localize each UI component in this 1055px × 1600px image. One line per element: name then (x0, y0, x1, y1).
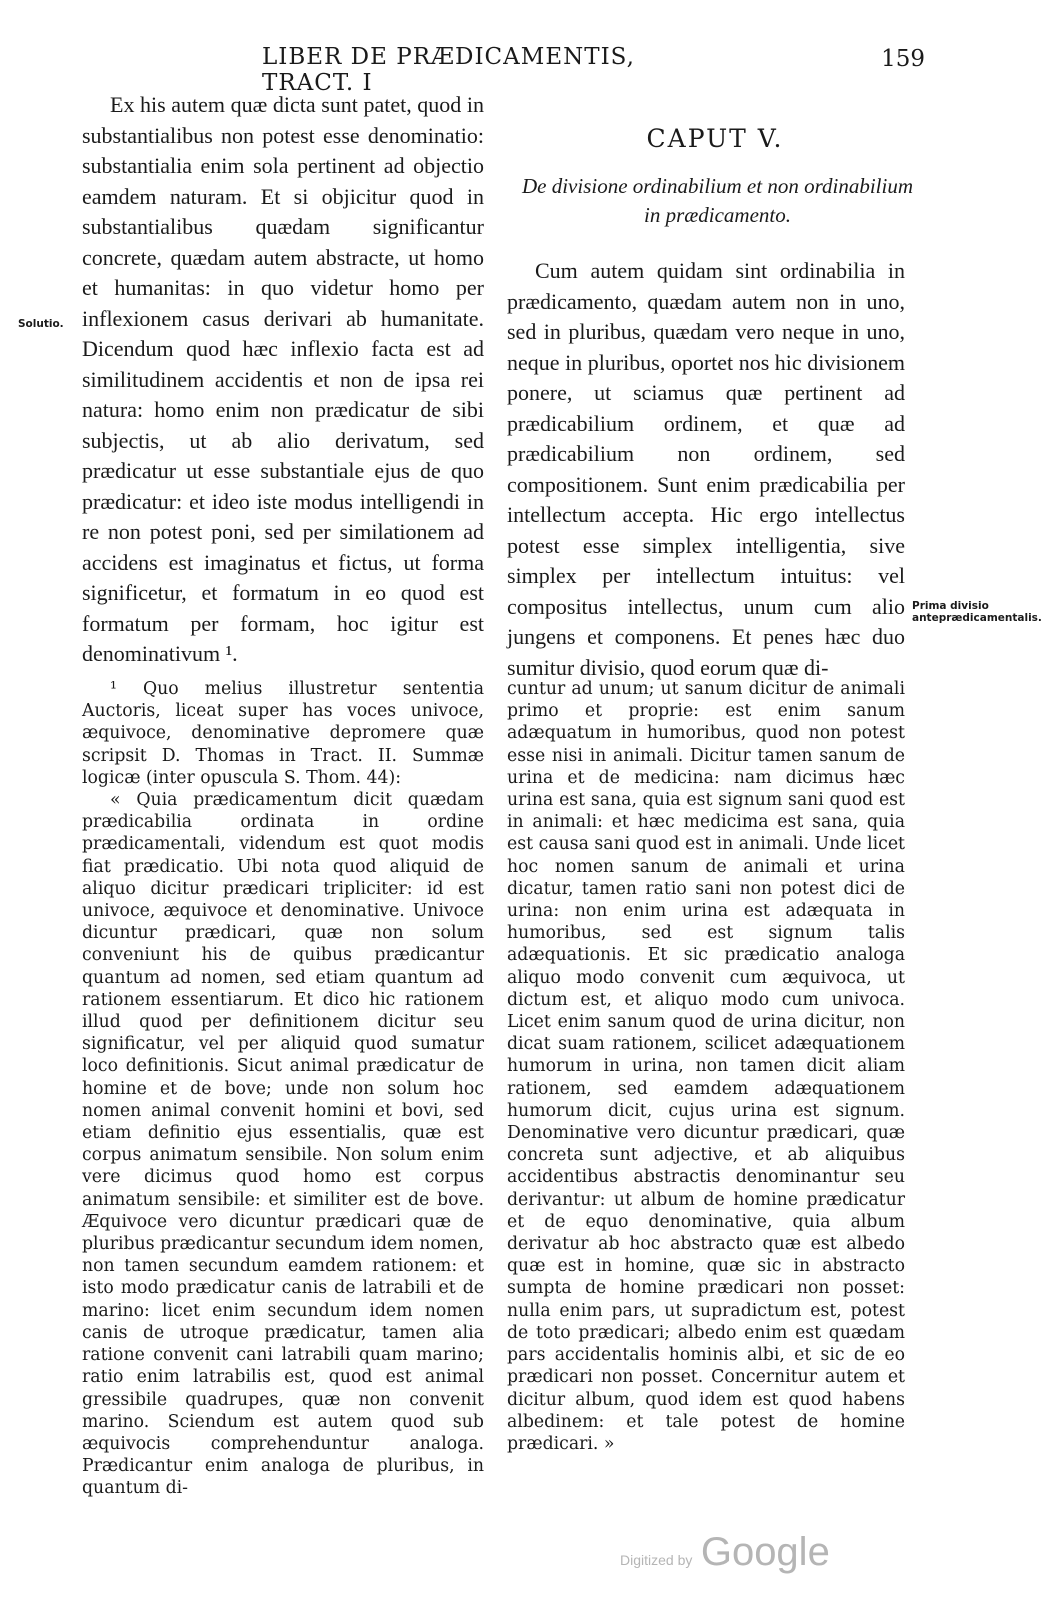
margin-note-solutio: Solutio. (18, 318, 64, 330)
footnote-intro: ¹ Quo melius illustretur sententia Auctoris, liceat super has voces univoce, æquivoce, denominative depromere quæ scripsit D. Thomas in Tract. II. Summæ logicæ (inter opuscula S. Thom. 44): (82, 679, 484, 788)
digitized-label: Digitized by (620, 1552, 693, 1568)
running-header-title: LIBER DE PRÆDICAMENTIS, TRACT. I (262, 44, 635, 96)
right-column-body (507, 256, 905, 683)
page-number: 159 (881, 46, 925, 72)
chapter-heading: CAPUT V. (646, 124, 784, 153)
right-column-footnote (507, 678, 905, 1455)
chapter-subtitle: De divisione ordinabilium et non ordinabilium in prædicamento. (521, 174, 913, 227)
left-column-body (82, 90, 484, 670)
footnote-quote: « Quia prædicamentum dicit quædam prædicabilia ordinata in ordine prædicamentali, videndum est quot modis fiat prædicatio. Ubi nota quod aliquid de aliquo dicitur prædicari tripliciter: id est univoce, æquivoce et denominative. Univoce dicuntur prædicari, quæ non solum conveniunt his de quibus prædicantur quantum ad nomen, sed etiam quantum ad rationem essentiarum. Et dico hic rationem illud quod per definitionem dicitur seu significatur, vel per aliquid quod sumatur loco definitionis. Sicut animal prædicatur de homine et de bove; unde non solum hoc nomen animal convenit homini et bovi, sed etiam definitio ejus essentialis, quæ est corpus animatum sensibile. Non solum enim vere dicimus quod homo est corpus animatum sensibile: et similiter est de bove. Æquivoce vero dicuntur prædicari quæ de pluribus prædicantur secundum idem nomen, non tamen secundum eamdem rationem: et isto modo prædicatur canis de latrabili et de marino: licet enim secundum idem nomen canis de utroque prædicatur, tamen alia ratione convenit cani latrabili quam marino; ratio enim latrabilis est, quod est animal gressibile quadrupes, quæ non convenit marino. Sciendum est autem quod sub æquivocis comprehenduntur analoga. Prædicantur enim analoga de pluribus, in quantum di- (82, 790, 484, 1499)
google-logo: Google (700, 1530, 830, 1574)
left-column-footnotes (82, 678, 484, 1500)
margin-note-prima-divisio: Prima divisio anteprædicamentalis. (912, 600, 1042, 624)
left-body-paragraph: Ex his autem quæ dicta sunt patet, quod in substantialibus non potest esse denominatio: substantialia enim sola pertinent ad objectio eamdem naturam. Et si objicitur quod in substantialibus quædam significantur concrete, quædam autem abstracte, ut homo et humanitas: in quo videtur homo per inflexionem casus derivari ab humanitate. Dicendum quod hæc inflexio facta est ad similitudinem accidentis et non de ipsa rei natura: homo enim non prædicatur de sibi subjectis, ut ab alio derivatum, sed prædicatur ut esse substantiale ejus de quo prædicatur: et ideo iste modus intelligendi in re non potest poni, sed per similationem ad accidens est imaginatus et fictus, ut forma significetur, et formatum in eo quod est formatum per formam, hoc igitur est denominativum ¹. (82, 92, 484, 666)
footnote-continuation: cuntur ad unum; ut sanum dicitur de animali primo et proprie: est enim sanum adæquatum in humoribus, quod non potest esse nisi in animali. Dicitur tamen sanum de urina et de medicina: nam dicimus hæc urina est sana, quia est signum sani quod est in animali: et hæc medicima est sana, quia est causa sani quod est in animali. Unde licet hoc nomen sanum de animali et urina dicatur, tamen ratio sani non potest dici de urina: non enim urina est adæquata in humoribus, sed est signum talis adæquationis. Et sic prædicatio analoga aliquo modo convenit cum æquivoca, ut dictum est, et aliquo modo cum univoca. Licet enim sanum quod de urina dicitur, non dicat suam rationem, scilicet adæquationem humorum in urina, non tamen dicit aliam rationem, sed eamdem adæquationem humorum dicit, cujus urina est signum. Denominative vero dicuntur prædicari, quæ concreta sunt adjective, et ab aliquibus accidentibus abstractis denominantur seu derivantur: ut album de homine prædicatur et de equo denominative, quia album derivatur ab hoc abstracto quæ est albedo quæ est in homine, quæ sic in abstracto sumpta de homine prædicari non posset: nulla enim pars, ut supradictum est, potest de toto prædicari; albedo enim est quædam pars accidentalis hominis albi, et sic de eo prædicari non posset. Concernitur autem et dicitur album, quod idem est quod habens albedinem: et tale potest de homine prædicari. » (507, 679, 905, 1454)
digitized-watermark (620, 1530, 830, 1575)
right-body-paragraph: Cum autem quidam sint ordinabilia in prædicamento, quædam autem non in uno, sed in pluribus, quædam vero neque in uno, neque in pluribus, oportet nos hic divisionem ponere, ut sciamus quæ pertinent ad prædicabilium ordinem, et quæ ad prædicabilium non ordinem, sed compositionem. Sunt enim prædicabilia per intellectum accepta. Hic ergo intellectus potest esse simplex intelligentia, sive simplex per intellectum intuitus: vel compositus intellectus, unum cum alio jungens et componens. Et penes hæc duo sumitur divisio, quod eorum quæ di- (507, 258, 905, 680)
